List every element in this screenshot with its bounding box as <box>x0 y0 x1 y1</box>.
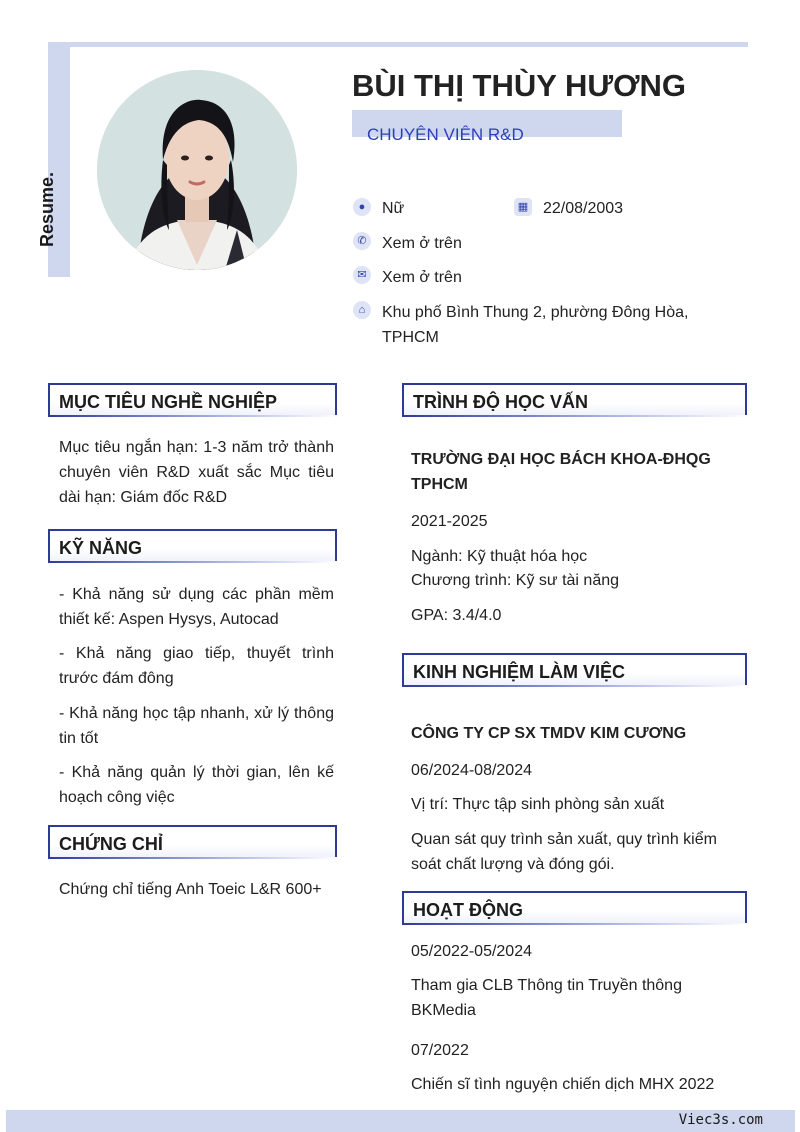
address-value: Khu phố Bình Thung 2, phường Đông Hòa, TPHCM <box>382 304 689 346</box>
skills-heading: KỸ NĂNG <box>59 538 143 558</box>
education-program: Chương trình: Kỹ sư tài năng <box>411 572 620 589</box>
objective-section-header <box>48 383 337 417</box>
objective-text: Mục tiêu ngắn hạn: 1-3 năm trở thành chuyên viên R&D xuất sắc Mục tiêu dài hạn: Giám đốc R&D <box>59 439 334 506</box>
footer-bar <box>6 1110 795 1132</box>
person-icon: ● <box>353 198 371 216</box>
experience-description: Quan sát quy trình sản xuất, quy trình kiểm soát chất lượng và đóng gói. <box>411 831 717 873</box>
birthday-value: 22/08/2003 <box>543 200 624 217</box>
objective-heading: MỤC TIÊU NGHỀ NGHIỆP <box>59 392 278 412</box>
top-accent-bar <box>48 42 748 47</box>
education-period: 2021-2025 <box>411 513 488 530</box>
calendar-icon: ▦ <box>514 198 532 216</box>
email-value: Xem ở trên <box>382 269 462 286</box>
activity-period: 05/2022-05/2024 <box>411 943 532 960</box>
gender-value: Nữ <box>382 200 405 217</box>
education-gpa: GPA: 3.4/4.0 <box>411 607 502 624</box>
education-major: Ngành: Kỹ thuật hóa học <box>411 548 588 565</box>
activities-heading: HOẠT ĐỘNG <box>413 900 523 920</box>
skill-item: - Khả năng giao tiếp, thuyết trình trước đám đông <box>59 645 334 687</box>
school-name: TRƯỜNG ĐẠI HỌC BÁCH KHOA-ĐHQG TPHCM <box>411 451 711 493</box>
phone-value: Xem ở trên <box>382 235 462 252</box>
education-section-header <box>402 383 747 417</box>
footer-brand[interactable]: Viec3s.com <box>678 1112 763 1128</box>
home-icon: ⌂ <box>353 301 371 319</box>
profile-photo <box>97 70 297 270</box>
certificate-text: Chứng chỉ tiếng Anh Toeic L&R 600+ <box>59 881 322 898</box>
mail-icon: ✉ <box>353 266 371 284</box>
experience-heading: KINH NGHIỆM LÀM VIỆC <box>413 662 626 682</box>
experience-period: 06/2024-08/2024 <box>411 762 532 779</box>
resume-side-label: Resume. <box>37 171 57 247</box>
skill-item: - Khả năng quản lý thời gian, lên kế hoạch công việc <box>59 764 334 806</box>
certificates-heading: CHỨNG CHỈ <box>59 834 163 854</box>
company-name: CÔNG TY CP SX TMDV KIM CƯƠNG <box>411 725 687 742</box>
education-heading: TRÌNH ĐỘ HỌC VẤN <box>413 392 588 412</box>
activities-section-header <box>402 891 747 925</box>
activity-text: Chiến sĩ tình nguyện chiến dịch MHX 2022 <box>411 1076 715 1093</box>
skill-item: - Khả năng học tập nhanh, xử lý thông tin tốt <box>59 705 334 747</box>
certificates-section-header <box>48 825 337 859</box>
job-title: CHUYÊN VIÊN R&D <box>367 125 524 144</box>
experience-section-header <box>402 653 747 687</box>
activity-text: Tham gia CLB Thông tin Truyền thông BKMedia <box>411 977 682 1019</box>
skills-section-header <box>48 529 337 563</box>
candidate-name: BÙI THỊ THÙY HƯƠNG <box>352 68 687 103</box>
phone-icon: ✆ <box>353 232 371 250</box>
skill-item: - Khả năng sử dụng các phần mềm thiết kế: Aspen Hysys, Autocad <box>59 586 334 628</box>
activity-period: 07/2022 <box>411 1042 469 1059</box>
experience-position: Vị trí: Thực tập sinh phòng sản xuất <box>411 796 665 813</box>
